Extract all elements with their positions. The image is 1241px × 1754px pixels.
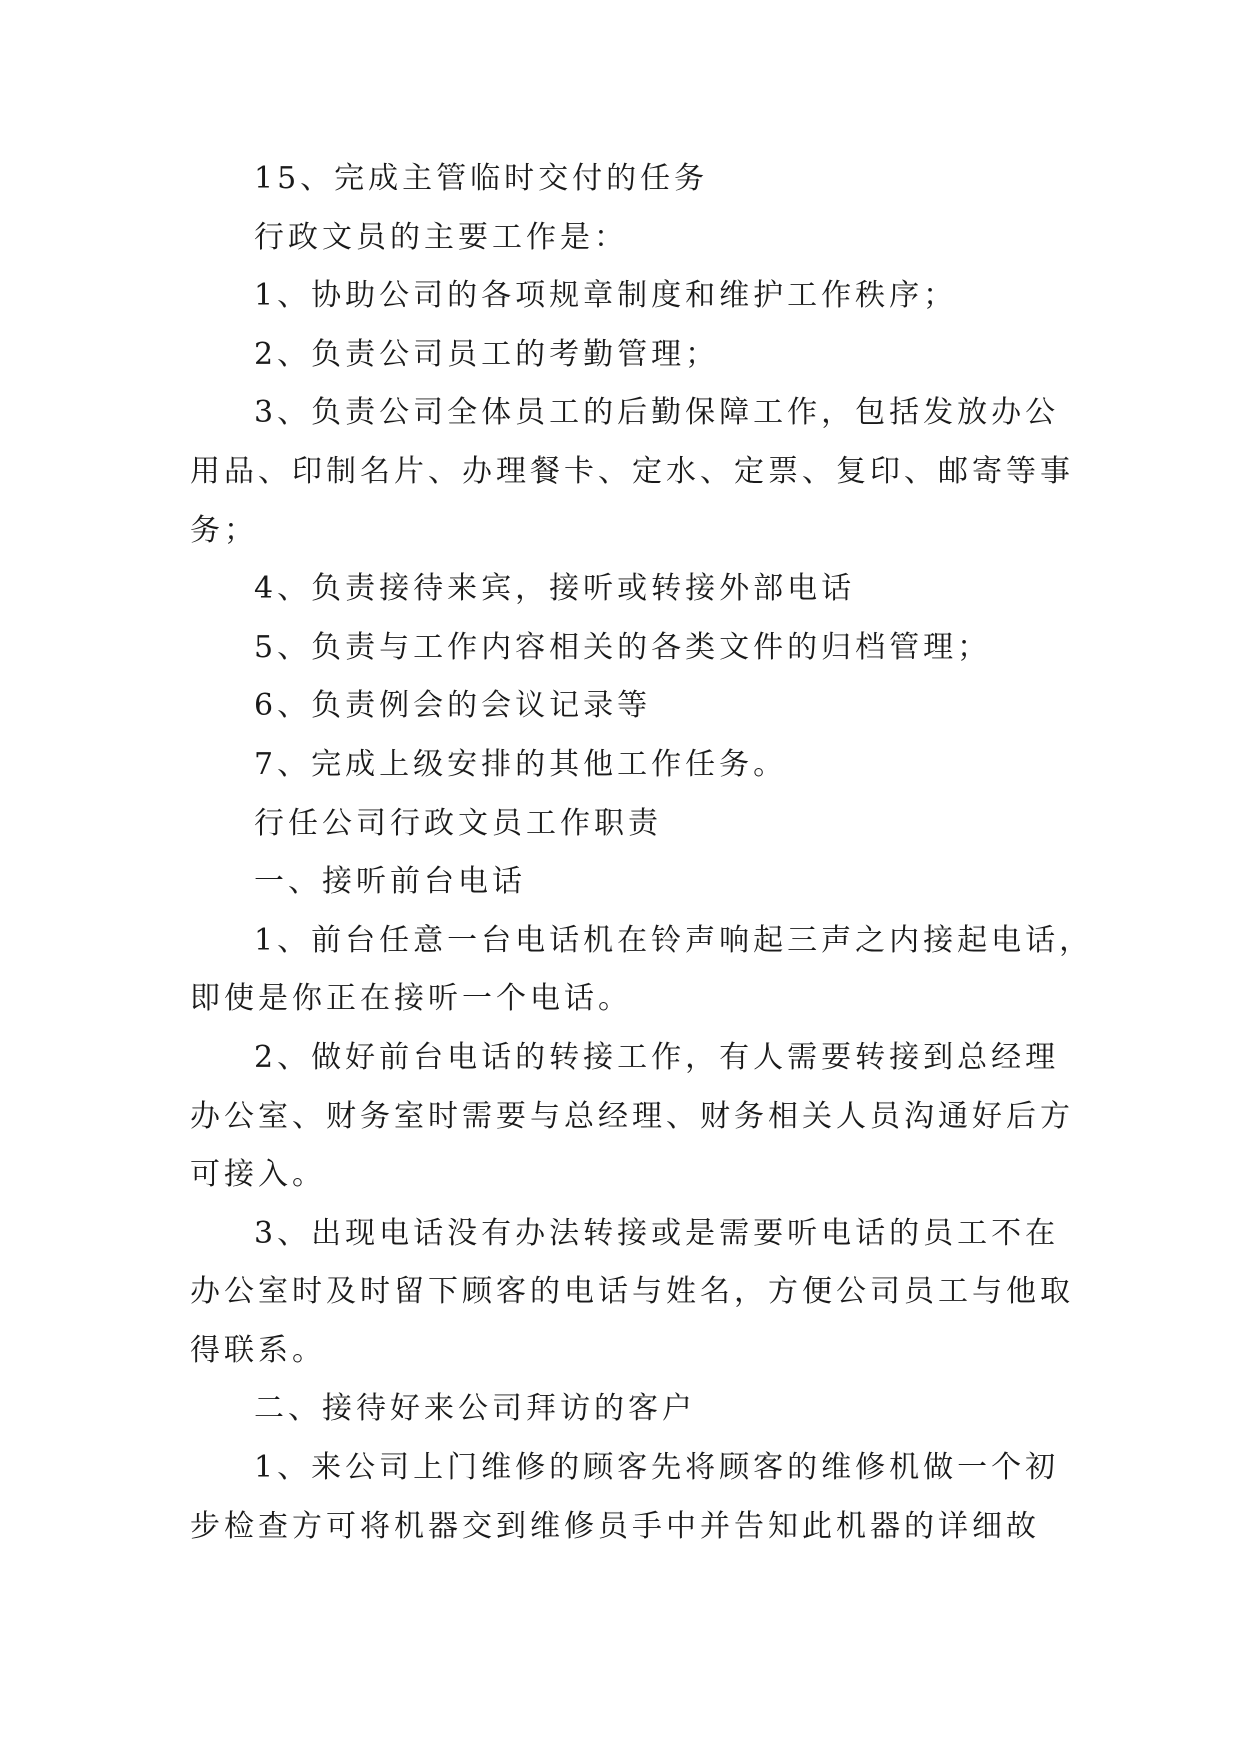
paragraph-line: 2、做好前台电话的转接工作，有人需要转接到总经理 bbox=[254, 1039, 1060, 1075]
paragraph-line: 行政文员的主要工作是： bbox=[254, 219, 628, 255]
paragraph-line: 5、负责与工作内容相关的各类文件的归档管理； bbox=[254, 629, 992, 665]
paragraph-line: 7、完成上级安排的其他工作任务。 bbox=[254, 746, 788, 782]
paragraph-line: 6、负责例会的会议记录等 bbox=[254, 688, 652, 724]
section-heading: 一、接听前台电话 bbox=[254, 864, 526, 900]
paragraph-line: 15、完成主管临时交付的任务 bbox=[254, 161, 709, 196]
paragraph-line: 3、出现电话没有办法转接或是需要听电话的员工不在 bbox=[254, 1215, 1060, 1251]
paragraph-line: 1、前台任意一台电话机在铃声响起三声之内接起电话， bbox=[254, 922, 1094, 958]
paragraph-continuation: 用品、印制名片、办理餐卡、定水、定票、复印、邮寄等事 bbox=[190, 453, 1074, 489]
section-heading: 行任公司行政文员工作职责 bbox=[254, 805, 662, 841]
section-heading: 二、接待好来公司拜访的客户 bbox=[254, 1391, 696, 1427]
paragraph-continuation: 务； bbox=[190, 512, 258, 548]
paragraph-continuation: 得联系。 bbox=[190, 1332, 326, 1368]
paragraph-continuation: 可接入。 bbox=[190, 1157, 326, 1193]
document-body bbox=[190, 150, 1094, 1556]
paragraph-line: 4、负责接待来宾，接听或转接外部电话 bbox=[254, 571, 856, 607]
paragraph-continuation: 办公室、财务室时需要与总经理、财务相关人员沟通好后方 bbox=[190, 1098, 1074, 1134]
paragraph-line: 2、负责公司员工的考勤管理； bbox=[254, 336, 720, 372]
paragraph-continuation: 办公室时及时留下顾客的电话与姓名，方便公司员工与他取 bbox=[190, 1274, 1074, 1310]
paragraph-line: 1、协助公司的各项规章制度和维护工作秩序； bbox=[254, 278, 958, 314]
paragraph-continuation: 即使是你正在接听一个电话。 bbox=[190, 981, 632, 1017]
paragraph-line: 3、负责公司全体员工的后勤保障工作，包括发放办公 bbox=[254, 395, 1060, 431]
paragraph-continuation: 步检查方可将机器交到维修员手中并告知此机器的详细故 bbox=[190, 1508, 1040, 1544]
paragraph-line: 1、来公司上门维修的顾客先将顾客的维修机做一个初 bbox=[254, 1450, 1060, 1486]
